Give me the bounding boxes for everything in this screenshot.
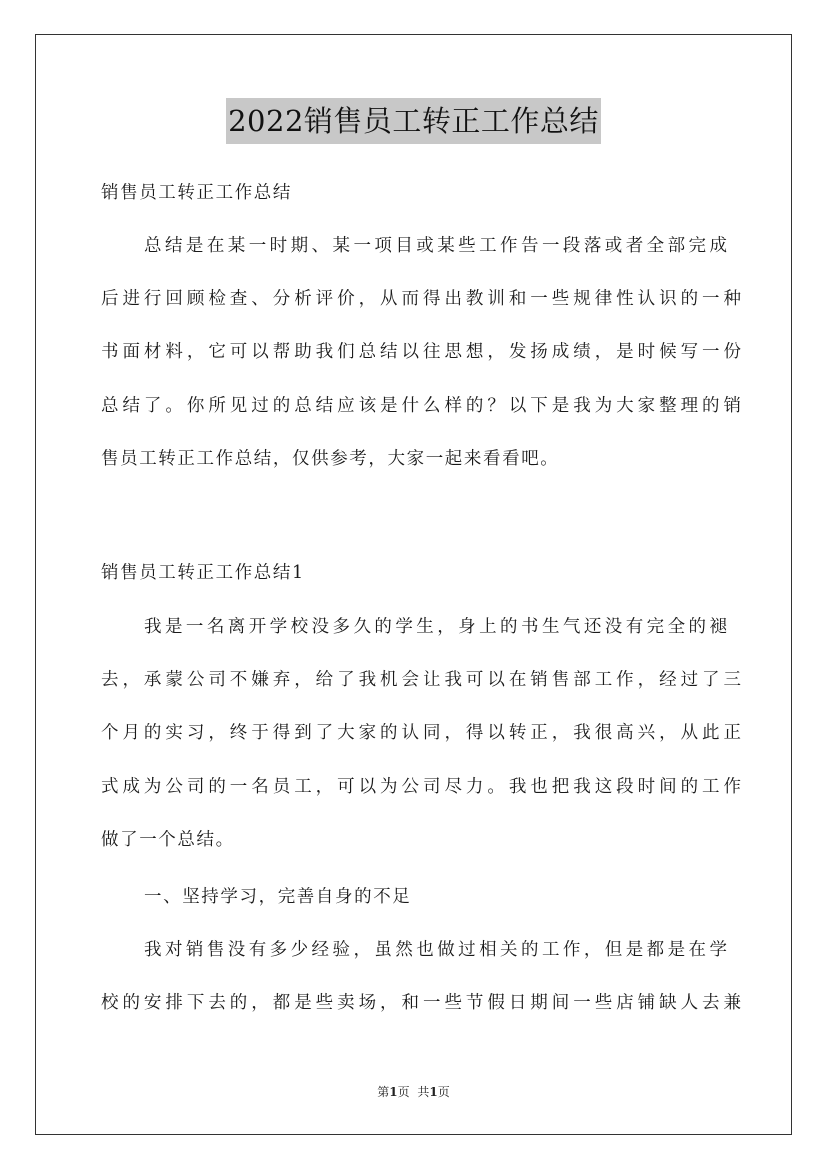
paragraph-line: 式成为公司的一名员工，可以为公司尽力。我也把我这段时间的工作 — [101, 777, 741, 797]
subsection-heading: 一、坚持学习，完善自身的不足 — [144, 887, 412, 907]
paragraph-line: 售员工转正工作总结，仅供参考，大家一起来看看吧。 — [101, 449, 560, 469]
page-footer — [0, 1084, 827, 1100]
section-heading: 销售员工转正工作总结 — [101, 183, 292, 203]
paragraph-line: 校的安排下去的，都是些卖场，和一些节假日期间一些店铺缺人去兼 — [101, 993, 741, 1013]
paragraph-line: 后进行回顾检查、分析评价，从而得出教训和一些规律性认识的一种 — [101, 289, 741, 309]
footer-total-prefix: 共 — [417, 1085, 430, 1099]
section-heading: 销售员工转正工作总结1 — [101, 563, 305, 583]
paragraph-line: 去，承蒙公司不嫌弃，给了我机会让我可以在销售部工作，经过了三 — [101, 670, 741, 690]
footer-page-number: 1 — [389, 1085, 398, 1099]
footer-total-suffix: 页 — [437, 1085, 450, 1099]
paragraph-line: 总结是在某一时期、某一项目或某些工作告一段落或者全部完成 — [144, 236, 727, 256]
footer-total-pages: 1 — [429, 1085, 438, 1099]
footer-page-suffix: 页 — [397, 1085, 410, 1099]
paragraph-line: 做了一个总结。 — [101, 830, 235, 850]
document-title: 2022销售员工转正工作总结 — [226, 98, 601, 144]
paragraph-line: 我是一名离开学校没多久的学生，身上的书生气还没有完全的褪 — [144, 617, 727, 637]
paragraph-line: 总结了。你所见过的总结应该是什么样的？以下是我为大家整理的销 — [101, 396, 741, 416]
footer-prefix: 第 — [377, 1085, 390, 1099]
paragraph-line: 个月的实习，终于得到了大家的认同，得以转正，我很高兴，从此正 — [101, 723, 741, 743]
title-container — [0, 98, 827, 144]
paragraph-line: 书面材料，它可以帮助我们总结以往思想，发扬成绩，是时候写一份 — [101, 342, 741, 362]
paragraph-line: 我对销售没有多少经验，虽然也做过相关的工作，但是都是在学 — [144, 940, 727, 960]
